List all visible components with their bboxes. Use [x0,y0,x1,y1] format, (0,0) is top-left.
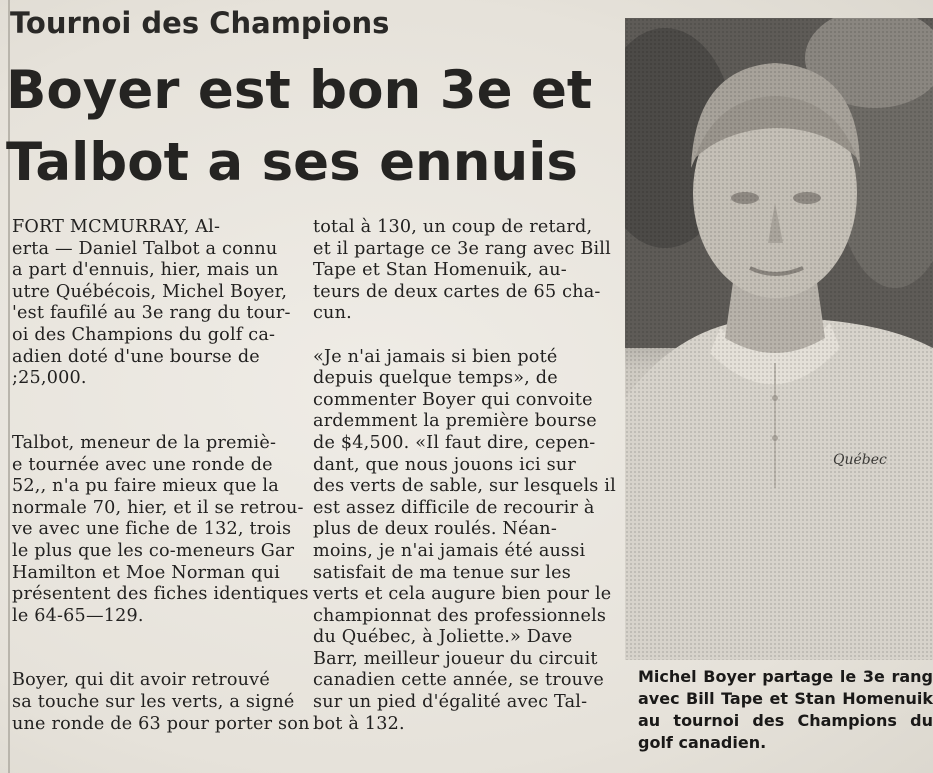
article-line: le plus que les co-meneurs Gar [12,540,295,561]
article-line: sur un pied d'égalité avec Tal- [313,692,588,713]
article-line: teurs de deux cartes de 65 cha- [313,281,601,302]
article-line: normale 70, hier, et il se retrou- [12,497,304,518]
article-line: plus de deux roulés. Néan- [313,519,557,540]
article-line: utre Québécois, Michel Boyer, [12,281,288,302]
article-line: est assez difficile de recourir à [313,497,595,518]
article-line: bot à 132. [313,713,405,734]
article-line: depuis quelque temps», de [313,368,558,389]
article-line: Tape et Stan Homenuik, au- [313,260,567,281]
headline [6,55,606,199]
article-line: Barr, meilleur joueur du circuit [313,648,598,669]
article-line: du Québec, à Joliette.» Dave [313,627,573,648]
article-column-1 [12,217,310,735]
article-line: sa touche sur les verts, a signé [12,692,295,713]
article-line: a part d'ennuis, hier, mais un [12,260,279,281]
article-line: 52,, n'a pu faire mieux que la [12,476,279,497]
article-line: canadien cette année, se trouve [313,670,604,691]
photo-caption: Michel Boyer partage le 3e rang avec Bill Tape et Stan Homenuik au tournoi des Champions du golf canadien. [638,667,933,752]
article-line: Hamilton et Moe Norman qui [12,562,280,583]
article-line [12,649,302,671]
article-line [12,390,302,412]
article-line: commenter Boyer qui convoite [313,389,593,410]
article-line: e tournée avec une ronde de [12,454,273,475]
article-line: dant, que nous jouons ici sur [313,454,577,475]
article-line [313,325,613,347]
article-line: verts et cela augure bien pour le [313,584,612,605]
article-line: de $4,500. «Il faut dire, cepen- [313,432,596,453]
article-line: FORT MCMURRAY, Al- [12,217,221,237]
article-line: 'est faufilé au 3e rang du tour- [12,303,291,324]
article-line: total à 130, un coup de retard, [313,217,593,237]
article-line: cun. [313,303,352,324]
headline-line-1: Boyer est bon 3e et [6,60,593,121]
article-line: des verts de sable, sur lesquels il [313,476,616,497]
article-line: le 64-65—129. [12,605,144,626]
article-line: «Je n'ai jamais si bien poté [313,346,558,367]
article-column-2 [313,217,616,735]
shirt-logo-text: Québec [833,452,887,468]
article-line: adien doté d'une bourse de [12,346,260,367]
article-line: erta — Daniel Talbot a connu [12,238,278,259]
article-line: oi des Champions du golf ca- [12,324,276,345]
article-line: championnat des professionnels [313,605,607,626]
player-photo-drawing [625,18,933,660]
article-line: une ronde de 63 pour porter son [12,713,310,734]
article-line: satisfait de ma tenue sur les [313,562,571,583]
article-line: moins, je n'ai jamais été aussi [313,540,586,561]
player-photo [625,18,933,660]
article-line [12,411,302,433]
headline-line-2: Talbot a ses ennuis [6,132,578,193]
article-line: et il partage ce 3e rang avec Bill [313,238,611,259]
article-line: Boyer, qui dit avoir retrouvé [12,670,270,691]
article-line: ardemment la première bourse [313,411,597,432]
article-line: ve avec une fiche de 132, trois [12,519,292,540]
section-kicker: Tournoi des Champions [10,6,390,40]
article-line [12,627,302,649]
article-line: ;25,000. [12,368,87,389]
article-line: présentent des fiches identiques [12,584,309,605]
article-line: Talbot, meneur de la premiè- [12,432,277,453]
